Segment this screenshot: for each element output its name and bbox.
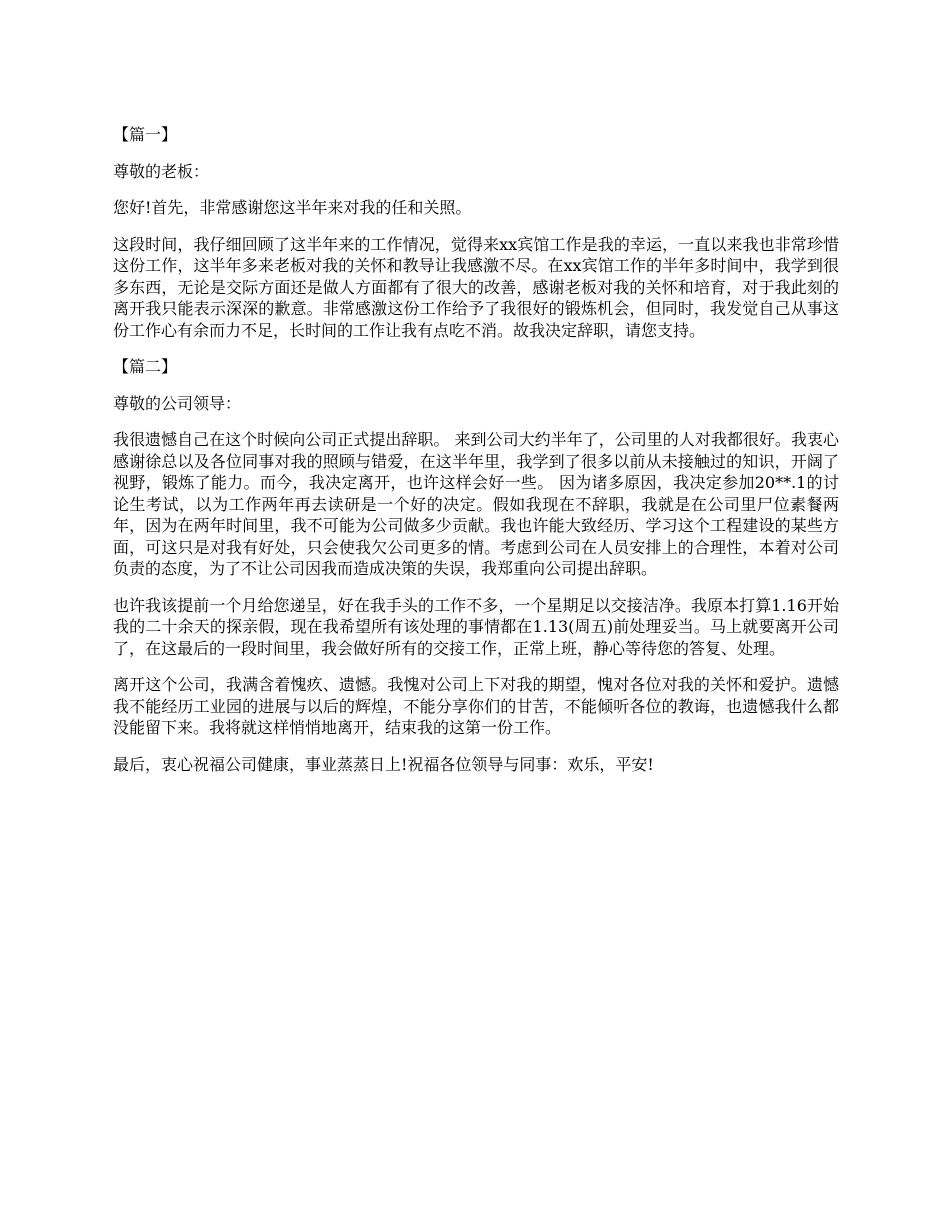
closing-paragraph: 最后，衷心祝福公司健康，事业蒸蒸日上!祝福各位领导与同事：欢乐，平安!	[113, 754, 654, 774]
paragraph: 这段时间，我仔细回顾了这半年来的工作情况，觉得来xx宾馆工作是我的幸运，一直以来我也非常珍惜这份工作，这半年多来老板对我的关怀和教导让我感激不尽。在xx宾馆工作的半年多时间中，我学到很多东西，无论是交际方面还是做人方面都有了很大的改善，感谢老板对我的关怀和培育，对于我此刻的离开我只能表示深深的歉意。非常感激这份工作给予了我很好的锻炼机会，但同时，我发觉自己从事这份工作心有余而力不足，长时间的工作让我有点吃不消。故我决定辞职，请您支持。	[113, 234, 839, 340]
paragraph: 也许我该提前一个月给您递呈，好在我手头的工作不多，一个星期足以交接洁净。我原本打算1.16开始我的二十余天的探亲假，现在我希望所有该处理的事情都在1.13(周五)前处理妥当。马上就要离开公司了，在这最后的一段时间里，我会做好所有的交接工作，正常上班，静心等待您的答复、处理。	[113, 595, 839, 658]
section-heading-2: 【篇二】	[113, 357, 178, 376]
paragraph: 您好!首先，非常感谢您这半年来对我的任和关照。	[113, 198, 472, 217]
paragraph: 我很遗憾自己在这个时候向公司正式提出辞职。 来到公司大约半年了，公司里的人对我都很好。我衷心感谢徐总以及各位同事对我的照顾与错爱，在这半年里，我学到了很多以前从未接触过的知识，开阔了视野，锻炼了能力。而今，我决定离开，也许这样会好一些。 因为诸多原因，我决定参加20**.1的讨论生考试，以为工作两年再去读研是一个好的决定。假如我现在不辞职，我就是在公司里尸位素餐两年，因为在两年时间里，我不可能为公司做多少贡献。我也许能大致经历、学习这个工程建设的某些方面，可这只是对我有好处，只会使我欠公司更多的情。考虑到公司在人员安排上的合理性，本着对公司负责的态度，为了不让公司因我而造成决策的失误，我郑重向公司提出辞职。	[113, 430, 839, 578]
section-heading-1: 【篇一】	[113, 125, 178, 144]
salutation-1: 尊敬的老板：	[113, 161, 210, 181]
salutation-2: 尊敬的公司领导：	[113, 393, 242, 413]
paragraph: 离开这个公司，我满含着愧疚、遗憾。我愧对公司上下对我的期望，愧对各位对我的关怀和爱护。遗憾我不能经历工业园的进展与以后的辉煌，不能分享你们的甘苦，不能倾听各位的教诲，也遗憾我什么都没能留下来。我将就这样悄悄地离开，结束我的这第一份工作。	[113, 675, 839, 737]
document-page	[113, 124, 839, 790]
